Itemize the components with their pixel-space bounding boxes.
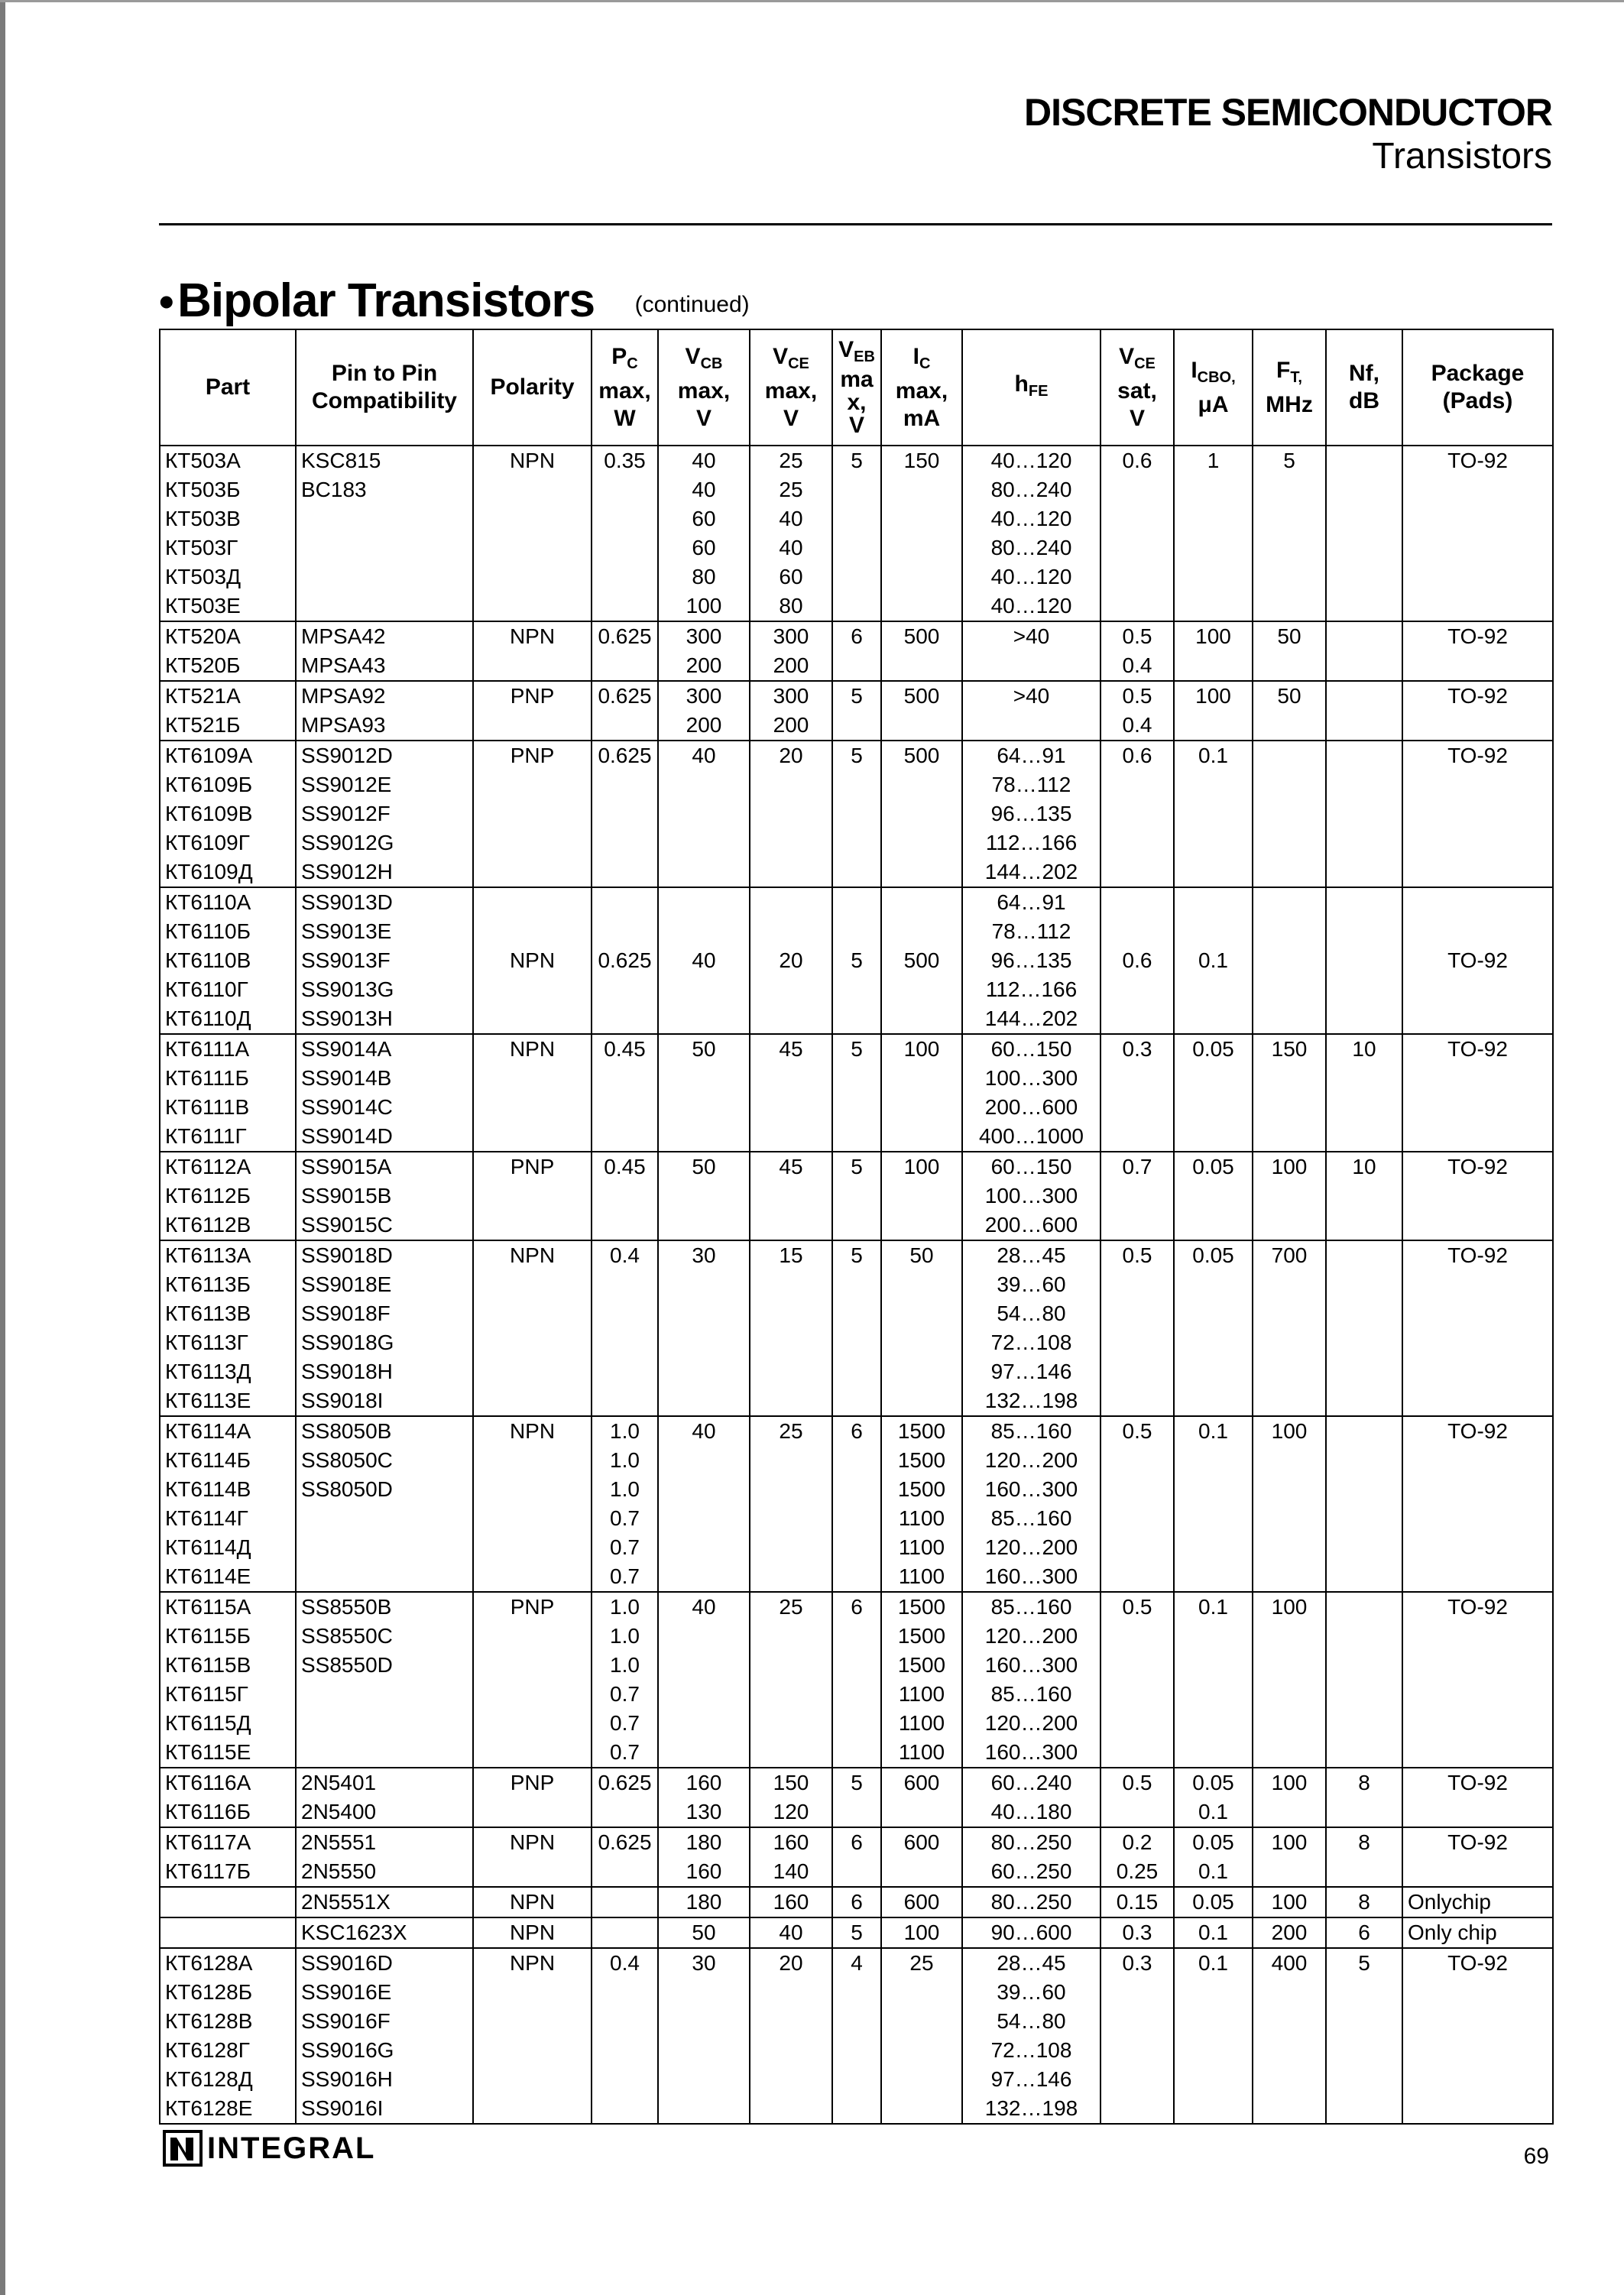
section-heading (159, 274, 750, 328)
cell-polarity: PNP (473, 1592, 592, 1768)
cell-vce: 25 (750, 1416, 832, 1592)
cell-pc: 0.4 (592, 1948, 658, 2124)
table-row (160, 1152, 1553, 1240)
cell-ft: 50 (1253, 621, 1326, 681)
cell-vce-sat: 0.6 (1100, 446, 1174, 621)
cell-vce: 20 (750, 1948, 832, 2124)
cell-veb: 5 (832, 741, 881, 887)
col-header-vcb: $V_{CB}$ max, V (658, 329, 750, 446)
cell-pc: 0.625 (592, 887, 658, 1034)
cell-ic: 150 (881, 446, 962, 621)
cell-hfe: 80…250 (962, 1887, 1100, 1917)
cell-package: Onlychip (1402, 1887, 1553, 1917)
cell-pc: 0.4 (592, 1240, 658, 1416)
cell-vce-sat: 0.15 (1100, 1887, 1174, 1917)
cell-compatibility: SS9013D SS9013E SS9013F SS9013G SS9013H (296, 887, 473, 1034)
cell-ft: 400 (1253, 1948, 1326, 2124)
cell-part: КТ6109А КТ6109Б КТ6109В КТ6109Г КТ6109Д (160, 741, 296, 887)
cell-nf: 10 (1326, 1034, 1402, 1152)
cell-ft: 150 (1253, 1034, 1326, 1152)
cell-part: КТ6115А КТ6115Б КТ6115В КТ6115Г КТ6115Д КТ6115Е (160, 1592, 296, 1768)
cell-hfe: 90…600 (962, 1917, 1100, 1948)
integral-logo (163, 2130, 375, 2167)
cell-package: TO-92 (1402, 1240, 1553, 1416)
cell-pc (592, 1887, 658, 1917)
cell-icbo: 0.05 (1174, 1034, 1253, 1152)
cell-ft: 100 (1253, 1592, 1326, 1768)
table-row (160, 446, 1553, 621)
table-row (160, 681, 1553, 741)
cell-hfe: 40…120 80…240 40…120 80…240 40…120 40…120 (962, 446, 1100, 621)
cell-vcb: 50 (658, 1917, 750, 1948)
cell-vce-sat: 0.5 (1100, 1768, 1174, 1827)
cell-package: TO-92 (1402, 681, 1553, 741)
cell-ic: 100 (881, 1034, 962, 1152)
cell-hfe: 80…250 60…250 (962, 1827, 1100, 1887)
col-header-icbo: $I_{CBO,}$ μA (1174, 329, 1253, 446)
cell-nf: 10 (1326, 1152, 1402, 1240)
cell-hfe: 64…91 78…112 96…135 112…166 144…202 (962, 887, 1100, 1034)
cell-veb: 6 (832, 621, 881, 681)
cell-package: TO-92 (1402, 887, 1553, 1034)
cell-vce-sat: 0.7 (1100, 1152, 1174, 1240)
cell-nf (1326, 681, 1402, 741)
cell-pc: 1.0 1.0 1.0 0.7 0.7 0.7 (592, 1416, 658, 1592)
cell-vcb: 50 (658, 1034, 750, 1152)
col-header-pc: $P_C$ max, W (592, 329, 658, 446)
header-rule (159, 223, 1552, 225)
section-note: (continued) (634, 292, 750, 317)
cell-nf: 5 (1326, 1948, 1402, 2124)
cell-compatibility: SS9015A SS9015B SS9015C (296, 1152, 473, 1240)
cell-icbo: 0.05 0.1 (1174, 1827, 1253, 1887)
cell-vcb: 160 130 (658, 1768, 750, 1827)
cell-vce-sat: 0.3 (1100, 1948, 1174, 2124)
cell-package: TO-92 (1402, 1416, 1553, 1592)
cell-vce: 20 (750, 741, 832, 887)
cell-package: TO-92 (1402, 1152, 1553, 1240)
cell-pc: 0.45 (592, 1034, 658, 1152)
cell-package: TO-92 (1402, 1948, 1553, 2124)
cell-ic: 50 (881, 1240, 962, 1416)
cell-veb: 6 (832, 1416, 881, 1592)
cell-polarity: NPN (473, 1948, 592, 2124)
cell-vcb: 30 (658, 1240, 750, 1416)
cell-vcb: 40 (658, 1592, 750, 1768)
cell-veb: 5 (832, 1152, 881, 1240)
table-row (160, 1917, 1553, 1948)
cell-vce: 40 (750, 1917, 832, 1948)
cell-ft: 5 (1253, 446, 1326, 621)
cell-vcb: 40 (658, 1416, 750, 1592)
cell-hfe: 60…240 40…180 (962, 1768, 1100, 1827)
page-edge-top (0, 0, 1624, 2)
cell-ft: 100 (1253, 1768, 1326, 1827)
cell-compatibility: SS9018D SS9018E SS9018F SS9018G SS9018H SS9018I (296, 1240, 473, 1416)
cell-package: TO-92 (1402, 621, 1553, 681)
cell-vce: 160 140 (750, 1827, 832, 1887)
cell-vce-sat: 0.6 (1100, 741, 1174, 887)
table-row (160, 1416, 1553, 1592)
cell-vcb: 40 (658, 741, 750, 887)
cell-ic: 1500 1500 1500 1100 1100 1100 (881, 1592, 962, 1768)
cell-hfe: 28…45 39…60 54…80 72…108 97…146 132…198 (962, 1240, 1100, 1416)
cell-veb: 5 (832, 1768, 881, 1827)
col-header-vce: $V_{CE}$ max, V (750, 329, 832, 446)
cell-polarity: NPN (473, 1827, 592, 1887)
page-number: 69 (1523, 2144, 1549, 2169)
cell-icbo: 0.1 (1174, 1592, 1253, 1768)
cell-ic: 100 (881, 1917, 962, 1948)
cell-veb: 5 (832, 1034, 881, 1152)
header-subtitle: Transistors (1372, 136, 1552, 177)
cell-package: Only chip (1402, 1917, 1553, 1948)
cell-ft: 100 (1253, 1152, 1326, 1240)
cell-nf: 8 (1326, 1827, 1402, 1887)
cell-pc: 0.625 (592, 1768, 658, 1827)
cell-ft (1253, 741, 1326, 887)
cell-compatibility: 2N5551 2N5550 (296, 1827, 473, 1887)
cell-nf (1326, 1240, 1402, 1416)
cell-veb: 5 (832, 446, 881, 621)
cell-hfe: 60…150 100…300 200…600 400…1000 (962, 1034, 1100, 1152)
cell-nf: 6 (1326, 1917, 1402, 1948)
cell-ic: 500 (881, 741, 962, 887)
cell-veb: 4 (832, 1948, 881, 2124)
cell-ft: 100 (1253, 1827, 1326, 1887)
table-row (160, 741, 1553, 887)
cell-vce: 300 200 (750, 621, 832, 681)
section-bullet: • (159, 277, 174, 326)
col-header-ic: $I_C$ max, mA (881, 329, 962, 446)
cell-ic: 600 (881, 1768, 962, 1827)
cell-vcb: 30 (658, 1948, 750, 2124)
cell-nf (1326, 741, 1402, 887)
cell-pc: 1.0 1.0 1.0 0.7 0.7 0.7 (592, 1592, 658, 1768)
cell-icbo: 0.1 (1174, 741, 1253, 887)
cell-package: TO-92 (1402, 1034, 1553, 1152)
cell-hfe: 64…91 78…112 96…135 112…166 144…202 (962, 741, 1100, 887)
cell-veb: 5 (832, 1240, 881, 1416)
cell-package: TO-92 (1402, 1592, 1553, 1768)
cell-part: КТ6117А КТ6117Б (160, 1827, 296, 1887)
col-header-package: Package (Pads) (1402, 329, 1553, 446)
cell-icbo: 0.1 (1174, 1948, 1253, 2124)
cell-icbo: 100 (1174, 621, 1253, 681)
cell-vce: 45 (750, 1152, 832, 1240)
cell-ft: 200 (1253, 1917, 1326, 1948)
cell-vce-sat: 0.3 (1100, 1034, 1174, 1152)
cell-ic: 600 (881, 1827, 962, 1887)
cell-polarity: PNP (473, 1768, 592, 1827)
table-row (160, 887, 1553, 1034)
table-row (160, 1887, 1553, 1917)
cell-part: КТ503А КТ503Б КТ503В КТ503Г КТ503Д КТ503Е (160, 446, 296, 621)
cell-hfe: 85…160 120…200 160…300 85…160 120…200 160…300 (962, 1592, 1100, 1768)
cell-ft: 100 (1253, 1416, 1326, 1592)
cell-veb: 5 (832, 1917, 881, 1948)
col-header-nf: Nf, dB (1326, 329, 1402, 446)
cell-pc: 0.625 (592, 621, 658, 681)
cell-vce-sat: 0.6 (1100, 887, 1174, 1034)
col-header-polarity: Polarity (473, 329, 592, 446)
cell-vcb: 180 160 (658, 1827, 750, 1887)
cell-part: КТ6111А КТ6111Б КТ6111В КТ6111Г (160, 1034, 296, 1152)
cell-pc: 0.35 (592, 446, 658, 621)
cell-polarity: NPN (473, 1240, 592, 1416)
cell-icbo: 0.1 (1174, 887, 1253, 1034)
cell-package: TO-92 (1402, 1768, 1553, 1827)
cell-icbo: 0.05 (1174, 1152, 1253, 1240)
cell-nf (1326, 1416, 1402, 1592)
page-edge-left (0, 0, 5, 2295)
table-row (160, 1948, 1553, 2124)
table-row (160, 1592, 1553, 1768)
cell-compatibility: SS9016D SS9016E SS9016F SS9016G SS9016H SS9016I (296, 1948, 473, 2124)
cell-part: КТ6116А КТ6116Б (160, 1768, 296, 1827)
table-body (160, 446, 1553, 2124)
table-row (160, 621, 1553, 681)
col-header-vce-sat: $V_{CE}$ sat, V (1100, 329, 1174, 446)
cell-polarity: PNP (473, 681, 592, 741)
section-title: Bipolar Transistors (177, 274, 595, 327)
cell-veb: 6 (832, 1887, 881, 1917)
cell-vcb: 180 (658, 1887, 750, 1917)
cell-compatibility: MPSA92 MPSA93 (296, 681, 473, 741)
col-header-veb: $V_{EB}$ ma x, V (832, 329, 881, 446)
cell-veb: 6 (832, 1592, 881, 1768)
cell-hfe: 85…160 120…200 160…300 85…160 120…200 160…300 (962, 1416, 1100, 1592)
cell-veb: 5 (832, 887, 881, 1034)
cell-nf (1326, 621, 1402, 681)
logo-text: INTEGRAL (207, 2131, 376, 2165)
cell-icbo: 1 (1174, 446, 1253, 621)
cell-compatibility: 2N5401 2N5400 (296, 1768, 473, 1827)
cell-polarity: NPN (473, 1416, 592, 1592)
cell-pc (592, 1917, 658, 1948)
col-header-hfe: $h_{FE}$ (962, 329, 1100, 446)
cell-part: КТ520А КТ520Б (160, 621, 296, 681)
cell-compatibility: KSC1623X (296, 1917, 473, 1948)
cell-ft: 100 (1253, 1887, 1326, 1917)
cell-pc: 0.45 (592, 1152, 658, 1240)
cell-compatibility: 2N5551X (296, 1887, 473, 1917)
cell-compatibility: MPSA42 MPSA43 (296, 621, 473, 681)
cell-ic: 500 (881, 621, 962, 681)
cell-vce: 20 (750, 887, 832, 1034)
cell-vce-sat: 0.5 0.4 (1100, 621, 1174, 681)
cell-pc: 0.625 (592, 681, 658, 741)
cell-polarity: NPN (473, 1887, 592, 1917)
cell-ft: 700 (1253, 1240, 1326, 1416)
cell-part: КТ521А КТ521Б (160, 681, 296, 741)
cell-nf (1326, 887, 1402, 1034)
cell-polarity: NPN (473, 621, 592, 681)
cell-polarity: NPN (473, 1034, 592, 1152)
cell-vce: 15 (750, 1240, 832, 1416)
cell-veb: 5 (832, 681, 881, 741)
cell-vce-sat: 0.2 0.25 (1100, 1827, 1174, 1887)
cell-hfe: >40 (962, 621, 1100, 681)
cell-vcb: 40 40 60 60 80 100 (658, 446, 750, 621)
cell-polarity: NPN (473, 887, 592, 1034)
cell-ic: 500 (881, 681, 962, 741)
cell-part: КТ6110А КТ6110Б КТ6110В КТ6110Г КТ6110Д (160, 887, 296, 1034)
cell-part: КТ6113А КТ6113Б КТ6113В КТ6113Г КТ6113Д КТ6113Е (160, 1240, 296, 1416)
cell-ft (1253, 887, 1326, 1034)
cell-vcb: 300 200 (658, 681, 750, 741)
cell-part: КТ6112А КТ6112Б КТ6112В (160, 1152, 296, 1240)
cell-hfe: >40 (962, 681, 1100, 741)
cell-icbo: 100 (1174, 681, 1253, 741)
cell-part (160, 1887, 296, 1917)
table-row (160, 1768, 1553, 1827)
cell-compatibility: SS8050B SS8050C SS8050D (296, 1416, 473, 1592)
cell-vce: 300 200 (750, 681, 832, 741)
cell-hfe: 60…150 100…300 200…600 (962, 1152, 1100, 1240)
cell-icbo: 0.05 (1174, 1240, 1253, 1416)
cell-icbo: 0.1 (1174, 1917, 1253, 1948)
cell-compatibility: KSC815 BC183 (296, 446, 473, 621)
cell-package: TO-92 (1402, 741, 1553, 887)
table-row (160, 1034, 1553, 1152)
cell-vce: 150 120 (750, 1768, 832, 1827)
transistor-spec-table (159, 329, 1554, 2125)
cell-ic: 600 (881, 1887, 962, 1917)
cell-hfe: 28…45 39…60 54…80 72…108 97…146 132…198 (962, 1948, 1100, 2124)
cell-vce-sat: 0.5 (1100, 1240, 1174, 1416)
cell-vcb: 300 200 (658, 621, 750, 681)
cell-package: TO-92 (1402, 1827, 1553, 1887)
table-header-row (160, 329, 1553, 446)
cell-compatibility: SS8550B SS8550C SS8550D (296, 1592, 473, 1768)
cell-compatibility: SS9014A SS9014B SS9014C SS9014D (296, 1034, 473, 1152)
cell-vcb: 50 (658, 1152, 750, 1240)
cell-vce-sat: 0.5 (1100, 1592, 1174, 1768)
cell-ft: 50 (1253, 681, 1326, 741)
cell-nf (1326, 1592, 1402, 1768)
cell-vce: 25 25 40 40 60 80 (750, 446, 832, 621)
cell-ic: 25 (881, 1948, 962, 2124)
cell-vce: 45 (750, 1034, 832, 1152)
col-header-compatibility: Pin to Pin Compatibility (296, 329, 473, 446)
cell-package: TO-92 (1402, 446, 1553, 621)
cell-polarity: PNP (473, 741, 592, 887)
cell-part: КТ6128А КТ6128Б КТ6128В КТ6128Г КТ6128Д КТ6128Е (160, 1948, 296, 2124)
cell-polarity: NPN (473, 446, 592, 621)
cell-compatibility: SS9012D SS9012E SS9012F SS9012G SS9012H (296, 741, 473, 887)
cell-vce: 160 (750, 1887, 832, 1917)
cell-nf (1326, 446, 1402, 621)
integral-logo-mark-icon (163, 2130, 203, 2167)
cell-vce-sat: 0.5 0.4 (1100, 681, 1174, 741)
cell-nf: 8 (1326, 1887, 1402, 1917)
cell-icbo: 0.05 (1174, 1887, 1253, 1917)
cell-vcb: 40 (658, 887, 750, 1034)
cell-part: КТ6114А КТ6114Б КТ6114В КТ6114Г КТ6114Д КТ6114Е (160, 1416, 296, 1592)
cell-vce-sat: 0.5 (1100, 1416, 1174, 1592)
col-header-ft: $F_{T,}$ MHz (1253, 329, 1326, 446)
cell-icbo: 0.1 (1174, 1416, 1253, 1592)
cell-polarity: PNP (473, 1152, 592, 1240)
table-row (160, 1827, 1553, 1887)
cell-ic: 100 (881, 1152, 962, 1240)
cell-icbo: 0.05 0.1 (1174, 1768, 1253, 1827)
header-title: DISCRETE SEMICONDUCTOR (1023, 91, 1552, 134)
cell-ic: 1500 1500 1500 1100 1100 1100 (881, 1416, 962, 1592)
cell-veb: 6 (832, 1827, 881, 1887)
cell-vce-sat: 0.3 (1100, 1917, 1174, 1948)
cell-vce: 25 (750, 1592, 832, 1768)
cell-nf: 8 (1326, 1768, 1402, 1827)
cell-polarity: NPN (473, 1917, 592, 1948)
col-header-part: Part (160, 329, 296, 446)
table-row (160, 1240, 1553, 1416)
cell-ic: 500 (881, 887, 962, 1034)
cell-part (160, 1917, 296, 1948)
cell-pc: 0.625 (592, 1827, 658, 1887)
cell-pc: 0.625 (592, 741, 658, 887)
